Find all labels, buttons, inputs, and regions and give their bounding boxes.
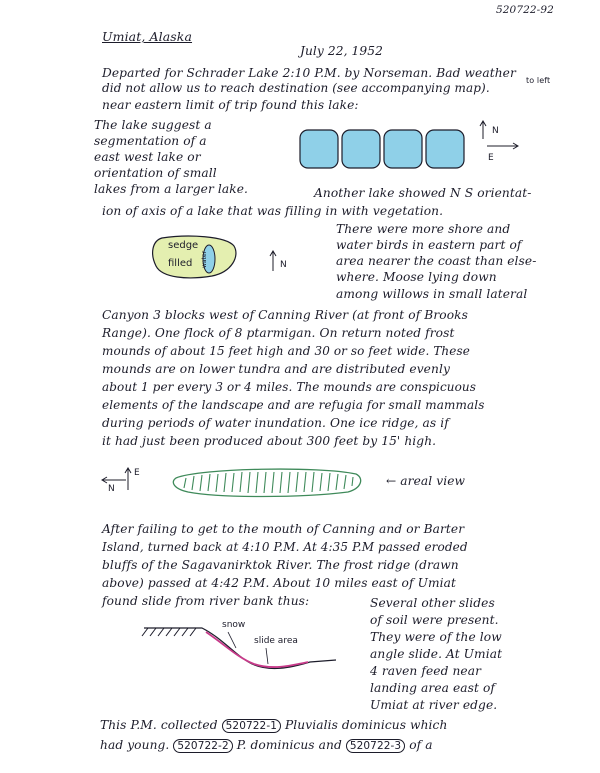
lake-note-line-1: The lake suggest a (94, 118, 212, 132)
shore-line-2: water birds in eastern part of (336, 238, 522, 252)
footer-line-2-pre: had young. (100, 738, 170, 752)
lake-note-line-5: lakes from a larger lake. (94, 182, 248, 196)
water-label: water (201, 250, 209, 269)
shore-line-5: among willows in small lateral (336, 287, 528, 301)
ice-ridge-sketch (170, 464, 366, 500)
sedge-label: sedge (168, 240, 199, 251)
ridge-compass-east-label: E (134, 468, 140, 478)
north-arrow-2-icon (268, 250, 278, 272)
east-arrow-icon (486, 141, 520, 151)
slide-text-line-7: Umiat at river edge. (370, 698, 498, 712)
footer-line-1-pre: This P.M. collected (100, 718, 218, 732)
paragraph-2-line-3: mounds of about 15 feet high and 30 or so feet wide. These (102, 344, 470, 358)
lake-note-line-4: orientation of small (94, 166, 217, 180)
shore-line-4: where. Moose lying down (336, 270, 497, 284)
slide-text-line-4: angle slide. At Umiat (370, 647, 503, 661)
paragraph-2-line-7: during periods of water inundation. One ice ridge, as if (102, 416, 449, 430)
slide-text-line-2: of soil were present. (370, 613, 499, 627)
paragraph-2-line-2: Range). One flock of 8 ptarmigan. On return noted frost (102, 326, 455, 340)
lake-segment-2 (342, 130, 380, 168)
specimen-number-1: 520722-1 (222, 719, 281, 733)
specimen-number-3: 520722-3 (346, 739, 405, 753)
paragraph-2-line-8: it had just been produced about 300 feet by 15' high. (102, 434, 437, 448)
shore-line-3: area nearer the coast than else- (336, 254, 537, 268)
paragraph-3-line-3: bluffs of the Sagavanirktok River. The frost ridge (drawn (102, 558, 459, 572)
lake-segment-4 (426, 130, 464, 168)
footer-line-2-mid: P. dominicus and (236, 738, 342, 752)
segmented-lake-sketch (296, 126, 468, 172)
paragraph-3-line-5: found slide from river bank thus: (102, 594, 310, 608)
paragraph-2-line-4: mounds are on lower tundra and are distributed evenly (102, 362, 450, 376)
compass-2-north-label: N (280, 260, 287, 270)
snow-label: snow (222, 620, 246, 630)
footer-line-1 (100, 718, 447, 734)
insertion-note: to left (526, 76, 551, 85)
ridge-compass-north-label: N (108, 484, 115, 494)
paragraph-3-line-4: above) passed at 4:42 P.M. About 10 miles east of Umiat (102, 576, 456, 590)
slide-text-line-6: landing area east of (370, 681, 496, 695)
compass-1-east-label: E (488, 153, 494, 163)
paragraph-1-line-1: Departed for Schrader Lake 2:10 P.M. by Norseman. Bad weather (102, 66, 516, 80)
shore-line-1: There were more shore and (336, 222, 511, 236)
paragraph-2-line-5: about 1 per every 3 or 4 miles. The mounds are conspicuous (102, 380, 477, 394)
lake-note-line-3: east west lake or (94, 150, 201, 164)
footer-line-1-post: Pluvialis dominicus which (284, 718, 448, 732)
footer-line-2 (100, 738, 433, 754)
paragraph-2-line-6: elements of the landscape and are refugia for small mammals (102, 398, 485, 412)
page-id-number: 520722-92 (496, 4, 554, 16)
entry-date: July 22, 1952 (300, 44, 383, 58)
lake-note-line-2: segmentation of a (94, 134, 207, 148)
lake-2-line-1: Another lake showed N S orientat- (314, 186, 532, 200)
lake-segment-1 (300, 130, 338, 168)
slide-text-line-3: They were of the low (370, 630, 502, 644)
paragraph-3-line-2: Island, turned back at 4:10 P.M. At 4:35 P.M passed eroded (102, 540, 468, 554)
north-arrow-icon (478, 120, 488, 140)
slide-text-line-1: Several other slides (370, 596, 495, 610)
paragraph-1-line-2: did not allow us to reach destination (see accompanying map). (102, 81, 490, 95)
slide-text-line-5: 4 raven feed near (370, 664, 482, 678)
paragraph-2-line-1: Canyon 3 blocks west of Canning River (at front of Brooks (102, 308, 468, 322)
specimen-number-2: 520722-2 (173, 739, 232, 753)
footer-line-2-post: of a (409, 738, 433, 752)
paragraph-3-line-1: After failing to get to the mouth of Canning and or Barter (102, 522, 465, 536)
paragraph-1-line-3: near eastern limit of trip found this lake: (102, 98, 359, 112)
slide-area-label: slide area (254, 636, 298, 646)
filled-label: filled (168, 258, 193, 269)
areal-view-label: ← areal view (386, 474, 466, 488)
location-heading: Umiat, Alaska (102, 29, 193, 44)
compass-1-north-label: N (492, 126, 499, 136)
lake-2-line-2: ion of axis of a lake that was filling in with vegetation. (102, 204, 444, 218)
lake-segment-3 (384, 130, 422, 168)
